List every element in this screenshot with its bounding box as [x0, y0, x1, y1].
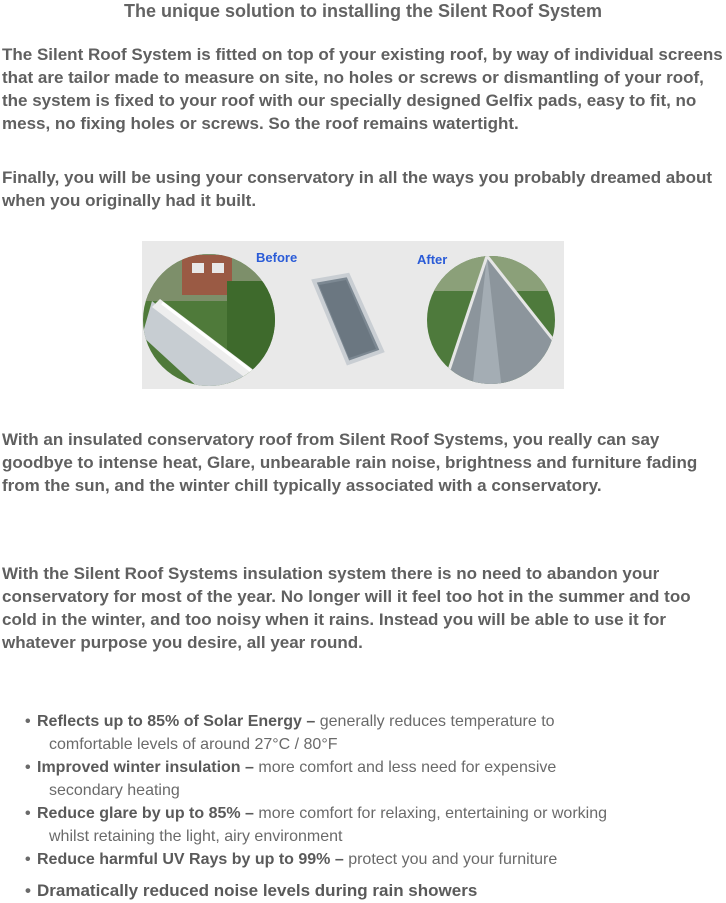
finally-paragraph: Finally, you will be using your conservatory in all the ways you probably dreamed about when you originally had it built.	[2, 168, 713, 210]
before-label: Before	[256, 250, 298, 265]
feature-desc: protect you and your furniture	[348, 851, 558, 868]
bullet: •	[25, 713, 31, 730]
after-photo	[422, 251, 562, 389]
page-title: The unique solution to installing the Silent Roof System	[123, 1, 602, 21]
after-label: After	[417, 252, 448, 267]
feature-desc-cont: secondary heating	[49, 782, 180, 799]
before-after-image	[142, 241, 564, 389]
feature-title: Reduce glare by up to 85%	[37, 805, 241, 822]
feature-title: Reflects up to 85% of Solar Energy	[37, 713, 302, 730]
feature-title: Dramatically reduced noise levels during rain showers	[37, 881, 478, 900]
insulated-roof-paragraph: With an insulated conservatory roof from Silent Roof Systems, you really can say goodbye to intense heat, Glare, unbearable rain noise, brightness and furniture fading from the sun, and the winter chill typically associated with a conservatory.	[2, 430, 698, 495]
feature-desc: more comfort for relaxing, entertaining or working	[258, 805, 607, 822]
bullet: •	[25, 759, 31, 776]
feature-item: • Reduce harmful UV Rays by up to 99% – protect you and your furniture	[25, 848, 725, 871]
feature-item: • Reflects up to 85% of Solar Energy – generally reduces temperature to comfortable levels of around 27°C / 80°F	[25, 710, 725, 756]
feature-title: Reduce harmful UV Rays by up to 99%	[37, 851, 331, 868]
feature-item: • Reduce glare by up to 85% – more comfort for relaxing, entertaining or working whilst retaining the light, airy environment	[25, 802, 725, 848]
intro-paragraph: The Silent Roof System is fitted on top of your existing roof, by way of individual screens that are tailor made to measure on site, no holes or screws or dismantling of your roof, the system is fixed to your roof with our specially designed Gelfix pads, easy to fit, no mess, no fixing holes or screws. So the roof remains watertight.	[2, 45, 723, 133]
year-round-paragraph: With the Silent Roof Systems insulation system there is no need to abandon your conservatory for most of the year. No longer will it feel too hot in the summer and too cold in the winter, and too noisy when it rains. Instead you will be able to use it for whatever purpose you desire, all year round.	[2, 564, 691, 652]
bullet: •	[25, 881, 31, 900]
feature-item	[25, 879, 725, 902]
feature-title: Improved winter insulation	[37, 759, 241, 776]
bullet: •	[25, 851, 31, 868]
roof-panel	[314, 275, 382, 363]
feature-desc: more comfort and less need for expensive	[258, 759, 557, 776]
feature-desc-cont: comfortable levels of around 27°C / 80°F	[49, 736, 338, 753]
feature-desc: generally reduces temperature to	[319, 713, 555, 730]
bullet: •	[25, 805, 31, 822]
feature-item: • Improved winter insulation – more comfort and less need for expensive secondary heating	[25, 756, 725, 802]
feature-desc-cont: whilst retaining the light, airy environment	[49, 828, 343, 845]
before-photo	[142, 251, 287, 389]
